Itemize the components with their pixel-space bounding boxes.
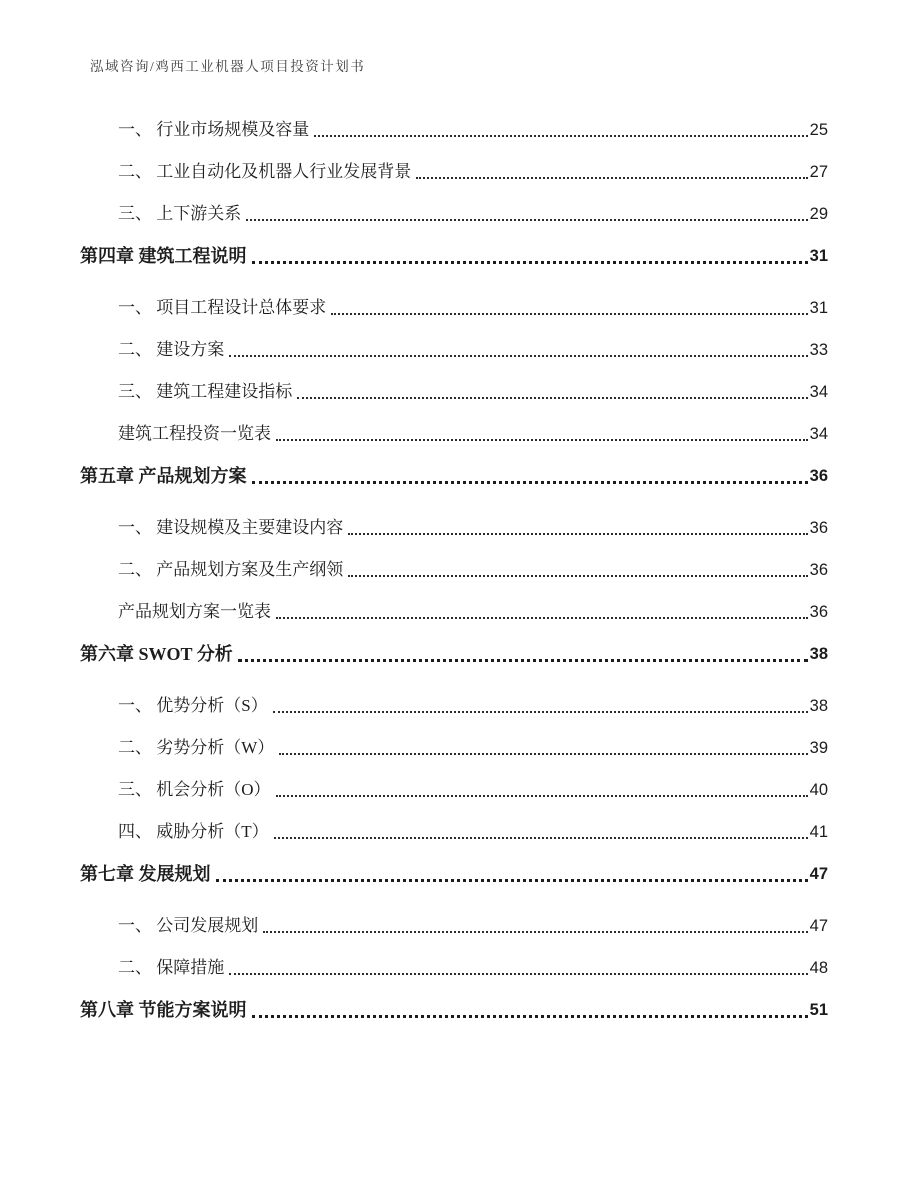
toc-entry[interactable]: [80, 694, 828, 718]
toc-entry-label: 第五章 产品规划方案: [80, 466, 247, 486]
dot-leader: [331, 313, 807, 315]
toc-entry[interactable]: [80, 862, 828, 886]
dot-leader: [276, 439, 808, 441]
toc-entry-page: 34: [809, 425, 828, 443]
toc-entry[interactable]: [80, 296, 828, 320]
toc-entry-label: 产品规划方案一览表: [118, 602, 271, 621]
toc-entry-page: 36: [809, 603, 828, 621]
toc-entry-page: 34: [809, 383, 828, 401]
toc-entry-label: 一、 项目工程设计总体要求: [118, 298, 327, 317]
toc-entry[interactable]: [80, 118, 828, 142]
dot-leader: [252, 261, 808, 264]
toc-entry-label: 第六章 SWOT 分析: [80, 644, 233, 664]
toc-entry-page: 33: [809, 341, 828, 359]
toc-entry[interactable]: [80, 380, 828, 404]
toc-entry-label: 二、 劣势分析（W）: [118, 738, 275, 757]
table-of-contents: [80, 118, 828, 1050]
toc-entry-page: 39: [809, 739, 828, 757]
toc-entry-label: 一、 优势分析（S）: [118, 696, 268, 715]
toc-entry-page: 31: [809, 299, 828, 317]
dot-leader: [276, 617, 808, 619]
toc-entry-label: 一、 公司发展规划: [118, 916, 259, 935]
toc-entry[interactable]: [80, 338, 828, 362]
dot-leader: [416, 177, 807, 179]
toc-entry-page: 25: [809, 121, 828, 139]
toc-entry-page: 38: [809, 645, 828, 663]
toc-entry-page: 41: [809, 823, 828, 841]
toc-entry-page: 51: [809, 1001, 828, 1019]
toc-entry[interactable]: [80, 820, 828, 844]
toc-entry-label: 一、 建设规模及主要建设内容: [118, 518, 344, 537]
toc-entry-label: 三、 建筑工程建设指标: [118, 382, 293, 401]
toc-entry[interactable]: [80, 516, 828, 540]
dot-leader: [348, 575, 807, 577]
dot-leader: [252, 1015, 808, 1018]
toc-entry-page: 38: [809, 697, 828, 715]
toc-entry-page: 48: [809, 959, 828, 977]
document-header: 泓域咨询/鸡西工业机器人项目投资计划书: [90, 59, 366, 74]
dot-leader: [314, 135, 807, 137]
toc-entry-page: 36: [809, 467, 828, 485]
toc-entry[interactable]: [80, 642, 828, 666]
toc-entry-label: 建筑工程投资一览表: [118, 424, 271, 443]
dot-leader: [297, 397, 807, 399]
toc-entry-label: 第七章 发展规划: [80, 864, 211, 884]
toc-entry[interactable]: [80, 160, 828, 184]
toc-entry[interactable]: [80, 914, 828, 938]
toc-entry-page: 36: [809, 519, 828, 537]
dot-leader: [216, 879, 808, 882]
dot-leader: [229, 355, 807, 357]
toc-entry-label: 二、 保障措施: [118, 958, 225, 977]
toc-entry[interactable]: [80, 600, 828, 624]
toc-entry-label: 二、 建设方案: [118, 340, 225, 359]
toc-entry[interactable]: [80, 998, 828, 1022]
dot-leader: [252, 481, 808, 484]
toc-entry-page: 36: [809, 561, 828, 579]
toc-entry-page: 40: [809, 781, 828, 799]
toc-entry-label: 一、 行业市场规模及容量: [118, 120, 310, 139]
dot-leader: [348, 533, 807, 535]
dot-leader: [246, 219, 807, 221]
dot-leader: [273, 711, 808, 713]
toc-entry-label: 三、 机会分析（O）: [118, 780, 271, 799]
toc-entry-page: 47: [809, 917, 828, 935]
toc-entry-page: 47: [809, 865, 828, 883]
toc-entry-page: 27: [809, 163, 828, 181]
toc-entry[interactable]: [80, 464, 828, 488]
toc-entry[interactable]: [80, 736, 828, 760]
toc-entry[interactable]: [80, 778, 828, 802]
toc-entry[interactable]: [80, 558, 828, 582]
toc-entry-label: 第八章 节能方案说明: [80, 1000, 247, 1020]
dot-leader: [263, 931, 807, 933]
dot-leader: [274, 837, 808, 839]
dot-leader: [276, 795, 808, 797]
toc-entry[interactable]: [80, 956, 828, 980]
toc-entry-page: 29: [809, 205, 828, 223]
toc-entry-label: 三、 上下游关系: [118, 204, 242, 223]
toc-entry[interactable]: [80, 202, 828, 226]
toc-entry-label: 二、 产品规划方案及生产纲领: [118, 560, 344, 579]
dot-leader: [279, 753, 807, 755]
dot-leader: [238, 659, 808, 662]
toc-entry[interactable]: [80, 244, 828, 268]
toc-entry-page: 31: [809, 247, 828, 265]
toc-entry-label: 四、 威胁分析（T）: [118, 822, 269, 841]
toc-entry-label: 第四章 建筑工程说明: [80, 246, 247, 266]
toc-entry-label: 二、 工业自动化及机器人行业发展背景: [118, 162, 412, 181]
dot-leader: [229, 973, 807, 975]
toc-entry[interactable]: [80, 422, 828, 446]
